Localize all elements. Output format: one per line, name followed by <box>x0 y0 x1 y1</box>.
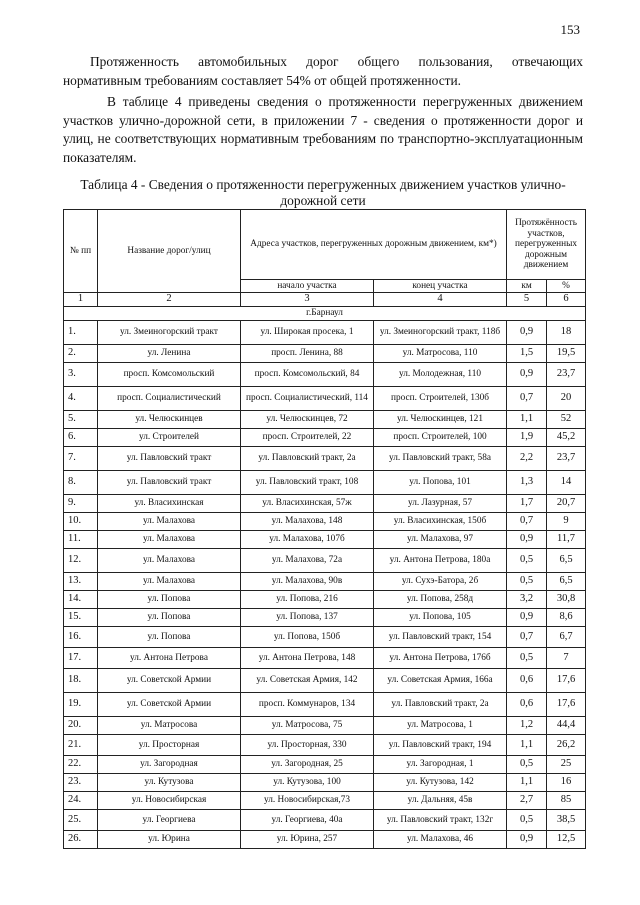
length-km-cell: 0,9 <box>507 363 547 387</box>
section-end-cell: ул. Павловский тракт, 2а <box>374 693 507 717</box>
row-number-cell: 10. <box>64 513 98 531</box>
section-end-cell: ул. Сухэ-Батора, 2б <box>374 573 507 591</box>
length-km-cell: 0,9 <box>507 831 547 849</box>
row-number-cell: 13. <box>64 573 98 591</box>
section-start-cell: ул. Малахова, 72а <box>241 549 374 573</box>
row-number-cell: 9. <box>64 495 98 513</box>
section-start-cell: ул. Матросова, 75 <box>241 717 374 735</box>
length-percent-cell: 17,6 <box>547 693 586 717</box>
length-km-cell: 0,7 <box>507 627 547 648</box>
length-km-cell: 2,2 <box>507 447 547 471</box>
row-number-cell: 23. <box>64 774 98 792</box>
header-pct: % <box>547 280 586 293</box>
road-name-cell: ул. Советской Армии <box>98 669 241 693</box>
length-percent-cell: 11,7 <box>547 531 586 549</box>
length-km-cell: 0,5 <box>507 549 547 573</box>
page-number: 153 <box>560 22 580 37</box>
section-end-cell: ул. Матросова, 1 <box>374 717 507 735</box>
table-row <box>64 774 586 792</box>
section-start-cell: ул. Юрина, 257 <box>241 831 374 849</box>
table-row <box>64 669 586 693</box>
overloaded-sections-table <box>63 209 586 849</box>
road-name-cell: ул. Павловский тракт <box>98 447 241 471</box>
length-km-cell: 0,7 <box>507 513 547 531</box>
road-name-cell: ул. Челюскинцев <box>98 411 241 429</box>
table-row <box>64 648 586 669</box>
table-row <box>64 609 586 627</box>
column-number: 5 <box>507 293 547 307</box>
section-start-cell: ул. Попова, 216 <box>241 591 374 609</box>
length-km-cell: 0,6 <box>507 693 547 717</box>
column-number: 4 <box>374 293 507 307</box>
section-end-cell: ул. Павловский тракт, 194 <box>374 735 507 756</box>
road-name-cell: ул. Малахова <box>98 549 241 573</box>
section-start-cell: просп. Комсомольский, 84 <box>241 363 374 387</box>
section-end-cell: ул. Матросова, 110 <box>374 345 507 363</box>
length-km-cell: 0,9 <box>507 321 547 345</box>
section-start-cell: ул. Георгиева, 40а <box>241 810 374 831</box>
road-name-cell: ул. Юрина <box>98 831 241 849</box>
length-km-cell: 0,5 <box>507 648 547 669</box>
table-row <box>64 447 586 471</box>
section-start-cell: ул. Павловский тракт, 108 <box>241 471 374 495</box>
header-name: Название дорог/улиц <box>98 210 241 293</box>
length-percent-cell: 20 <box>547 387 586 411</box>
road-name-cell: ул. Власихинская <box>98 495 241 513</box>
length-percent-cell: 45,2 <box>547 429 586 447</box>
row-number-cell: 11. <box>64 531 98 549</box>
road-name-cell: ул. Змеиногорский тракт <box>98 321 241 345</box>
section-start-cell: ул. Широкая просека, 1 <box>241 321 374 345</box>
row-number-cell: 24. <box>64 792 98 810</box>
length-km-cell: 0,5 <box>507 573 547 591</box>
table-row <box>64 549 586 573</box>
length-km-cell: 1,9 <box>507 429 547 447</box>
column-number: 1 <box>64 293 98 307</box>
road-name-cell: ул. Матросова <box>98 717 241 735</box>
table-row <box>64 387 586 411</box>
section-start-cell: просп. Коммунаров, 134 <box>241 693 374 717</box>
length-percent-cell: 25 <box>547 756 586 774</box>
section-start-cell: ул. Просторная, 330 <box>241 735 374 756</box>
road-name-cell: ул. Антона Петрова <box>98 648 241 669</box>
table-row <box>64 831 586 849</box>
paragraph-1: Протяженность автомобильных дорог общего пользования, отвечающих нормативным требованиям составляет 54% от общей протяженности. <box>63 54 583 88</box>
road-name-cell: ул. Павловский тракт <box>98 471 241 495</box>
header-km: км <box>507 280 547 293</box>
road-name-cell: ул. Ленина <box>98 345 241 363</box>
column-number: 6 <box>547 293 586 307</box>
length-percent-cell: 30,8 <box>547 591 586 609</box>
length-percent-cell: 16 <box>547 774 586 792</box>
length-percent-cell: 6,5 <box>547 573 586 591</box>
road-name-cell: ул. Загородная <box>98 756 241 774</box>
length-percent-cell: 18 <box>547 321 586 345</box>
table-row <box>64 429 586 447</box>
road-name-cell: ул. Кутузова <box>98 774 241 792</box>
length-km-cell: 1,1 <box>507 774 547 792</box>
length-km-cell: 0,6 <box>507 669 547 693</box>
section-end-cell: ул. Лазурная, 57 <box>374 495 507 513</box>
section-end-cell: ул. Павловский тракт, 154 <box>374 627 507 648</box>
row-number-cell: 25. <box>64 810 98 831</box>
length-km-cell: 3,2 <box>507 591 547 609</box>
length-km-cell: 0,5 <box>507 756 547 774</box>
section-end-cell: ул. Челюскинцев, 121 <box>374 411 507 429</box>
length-percent-cell: 17,6 <box>547 669 586 693</box>
table-row <box>64 717 586 735</box>
length-km-cell: 1,5 <box>507 345 547 363</box>
row-number-cell: 20. <box>64 717 98 735</box>
table-row <box>64 627 586 648</box>
table-row <box>64 693 586 717</box>
section-end-cell: ул. Павловский тракт, 58а <box>374 447 507 471</box>
length-percent-cell: 20,7 <box>547 495 586 513</box>
header-start: начало участка <box>241 280 374 293</box>
section-start-cell: ул. Малахова, 90в <box>241 573 374 591</box>
row-number-cell: 17. <box>64 648 98 669</box>
header-num: № пп <box>64 210 98 293</box>
road-name-cell: просп. Социалистический <box>98 387 241 411</box>
length-percent-cell: 14 <box>547 471 586 495</box>
row-number-cell: 1. <box>64 321 98 345</box>
section-start-cell: ул. Челюскинцев, 72 <box>241 411 374 429</box>
length-km-cell: 1,3 <box>507 471 547 495</box>
table-row <box>64 735 586 756</box>
length-km-cell: 0,7 <box>507 387 547 411</box>
section-start-cell: ул. Загородная, 25 <box>241 756 374 774</box>
length-km-cell: 1,2 <box>507 717 547 735</box>
road-name-cell: ул. Новосибирская <box>98 792 241 810</box>
row-number-cell: 21. <box>64 735 98 756</box>
section-start-cell: ул. Антона Петрова, 148 <box>241 648 374 669</box>
header-end: конец участка <box>374 280 507 293</box>
length-percent-cell: 23,7 <box>547 447 586 471</box>
length-percent-cell: 85 <box>547 792 586 810</box>
length-km-cell: 1,1 <box>507 735 547 756</box>
length-percent-cell: 6,7 <box>547 627 586 648</box>
row-number-cell: 18. <box>64 669 98 693</box>
length-percent-cell: 7 <box>547 648 586 669</box>
road-name-cell: ул. Попова <box>98 609 241 627</box>
length-km-cell: 1,7 <box>507 495 547 513</box>
row-number-cell: 4. <box>64 387 98 411</box>
length-percent-cell: 23,7 <box>547 363 586 387</box>
section-start-cell: ул. Попова, 150б <box>241 627 374 648</box>
section-end-cell: просп. Строителей, 130б <box>374 387 507 411</box>
section-end-cell: ул. Змеиногорский тракт, 118б <box>374 321 507 345</box>
section-start-cell: ул. Малахова, 107б <box>241 531 374 549</box>
row-number-cell: 22. <box>64 756 98 774</box>
header-address: Адреса участков, перегруженных дорожным движением, км*) <box>241 210 507 280</box>
table-row <box>64 810 586 831</box>
road-name-cell: ул. Строителей <box>98 429 241 447</box>
section-end-cell: ул. Антона Петрова, 176б <box>374 648 507 669</box>
section-start-cell: ул. Кутузова, 100 <box>241 774 374 792</box>
table-row <box>64 513 586 531</box>
table-row <box>64 495 586 513</box>
row-number-cell: 19. <box>64 693 98 717</box>
table-row <box>64 531 586 549</box>
section-end-cell: ул. Кутузова, 142 <box>374 774 507 792</box>
table-row <box>64 756 586 774</box>
row-number-cell: 16. <box>64 627 98 648</box>
section-end-cell: ул. Малахова, 97 <box>374 531 507 549</box>
column-number: 2 <box>98 293 241 307</box>
table-row <box>64 792 586 810</box>
row-number-cell: 2. <box>64 345 98 363</box>
row-number-cell: 8. <box>64 471 98 495</box>
table-row <box>64 363 586 387</box>
section-end-cell: ул. Загородная, 1 <box>374 756 507 774</box>
row-number-cell: 3. <box>64 363 98 387</box>
length-percent-cell: 52 <box>547 411 586 429</box>
row-number-cell: 14. <box>64 591 98 609</box>
length-percent-cell: 8,6 <box>547 609 586 627</box>
road-name-cell: ул. Малахова <box>98 573 241 591</box>
length-percent-cell: 9 <box>547 513 586 531</box>
length-km-cell: 0,5 <box>507 810 547 831</box>
length-km-cell: 0,9 <box>507 531 547 549</box>
table-row <box>64 411 586 429</box>
road-name-cell: ул. Попова <box>98 591 241 609</box>
length-percent-cell: 19,5 <box>547 345 586 363</box>
section-end-cell: ул. Павловский тракт, 132г <box>374 810 507 831</box>
length-percent-cell: 44,4 <box>547 717 586 735</box>
road-name-cell: ул. Георгиева <box>98 810 241 831</box>
road-name-cell: ул. Малахова <box>98 513 241 531</box>
length-percent-cell: 12,5 <box>547 831 586 849</box>
row-number-cell: 6. <box>64 429 98 447</box>
length-percent-cell: 26,2 <box>547 735 586 756</box>
table-caption: Таблица 4 - Сведения о протяженности перегруженных движением участков улично-дорожной сети <box>80 177 566 208</box>
length-km-cell: 2,7 <box>507 792 547 810</box>
section-end-cell: ул. Дальняя, 45в <box>374 792 507 810</box>
section-start-cell: просп. Социалистический, 114 <box>241 387 374 411</box>
paragraph-2: В таблице 4 приведены сведения о протяженности перегруженных движением участков улично-дорожной сети, в приложении 7 - сведения о протяженности дорог и улиц, не соответствующих нормативным требованиям по транспортно-эксплуатационным показателям. <box>63 94 583 165</box>
section-end-cell: ул. Попова, 101 <box>374 471 507 495</box>
row-number-cell: 26. <box>64 831 98 849</box>
table-row <box>64 573 586 591</box>
length-km-cell: 1,1 <box>507 411 547 429</box>
section-end-cell: просп. Строителей, 100 <box>374 429 507 447</box>
city-row: г.Барнаул <box>64 307 586 321</box>
section-end-cell: ул. Попова, 105 <box>374 609 507 627</box>
road-name-cell: ул. Советской Армии <box>98 693 241 717</box>
section-end-cell: ул. Малахова, 46 <box>374 831 507 849</box>
table-row <box>64 471 586 495</box>
table-row <box>64 345 586 363</box>
row-number-cell: 7. <box>64 447 98 471</box>
section-end-cell: ул. Попова, 258д <box>374 591 507 609</box>
row-number-cell: 5. <box>64 411 98 429</box>
section-start-cell: ул. Попова, 137 <box>241 609 374 627</box>
length-percent-cell: 6,5 <box>547 549 586 573</box>
length-percent-cell: 38,5 <box>547 810 586 831</box>
section-start-cell: ул. Советская Армия, 142 <box>241 669 374 693</box>
road-name-cell: просп. Комсомольский <box>98 363 241 387</box>
table-row <box>64 321 586 345</box>
section-start-cell: ул. Новосибирская,73 <box>241 792 374 810</box>
row-number-cell: 15. <box>64 609 98 627</box>
header-length: Протяжённость участков, перегруженных дорожным движением <box>507 210 586 280</box>
table-row <box>64 591 586 609</box>
road-name-cell: ул. Попова <box>98 627 241 648</box>
section-start-cell: ул. Власихинская, 57ж <box>241 495 374 513</box>
road-name-cell: ул. Просторная <box>98 735 241 756</box>
section-end-cell: ул. Власихинская, 150б <box>374 513 507 531</box>
section-start-cell: просп. Строителей, 22 <box>241 429 374 447</box>
section-start-cell: просп. Ленина, 88 <box>241 345 374 363</box>
length-km-cell: 0,9 <box>507 609 547 627</box>
section-start-cell: ул. Малахова, 148 <box>241 513 374 531</box>
row-number-cell: 12. <box>64 549 98 573</box>
section-end-cell: ул. Молодежная, 110 <box>374 363 507 387</box>
section-end-cell: ул. Антона Петрова, 180а <box>374 549 507 573</box>
section-end-cell: ул. Советская Армия, 166а <box>374 669 507 693</box>
section-start-cell: ул. Павловский тракт, 2а <box>241 447 374 471</box>
road-name-cell: ул. Малахова <box>98 531 241 549</box>
column-number: 3 <box>241 293 374 307</box>
